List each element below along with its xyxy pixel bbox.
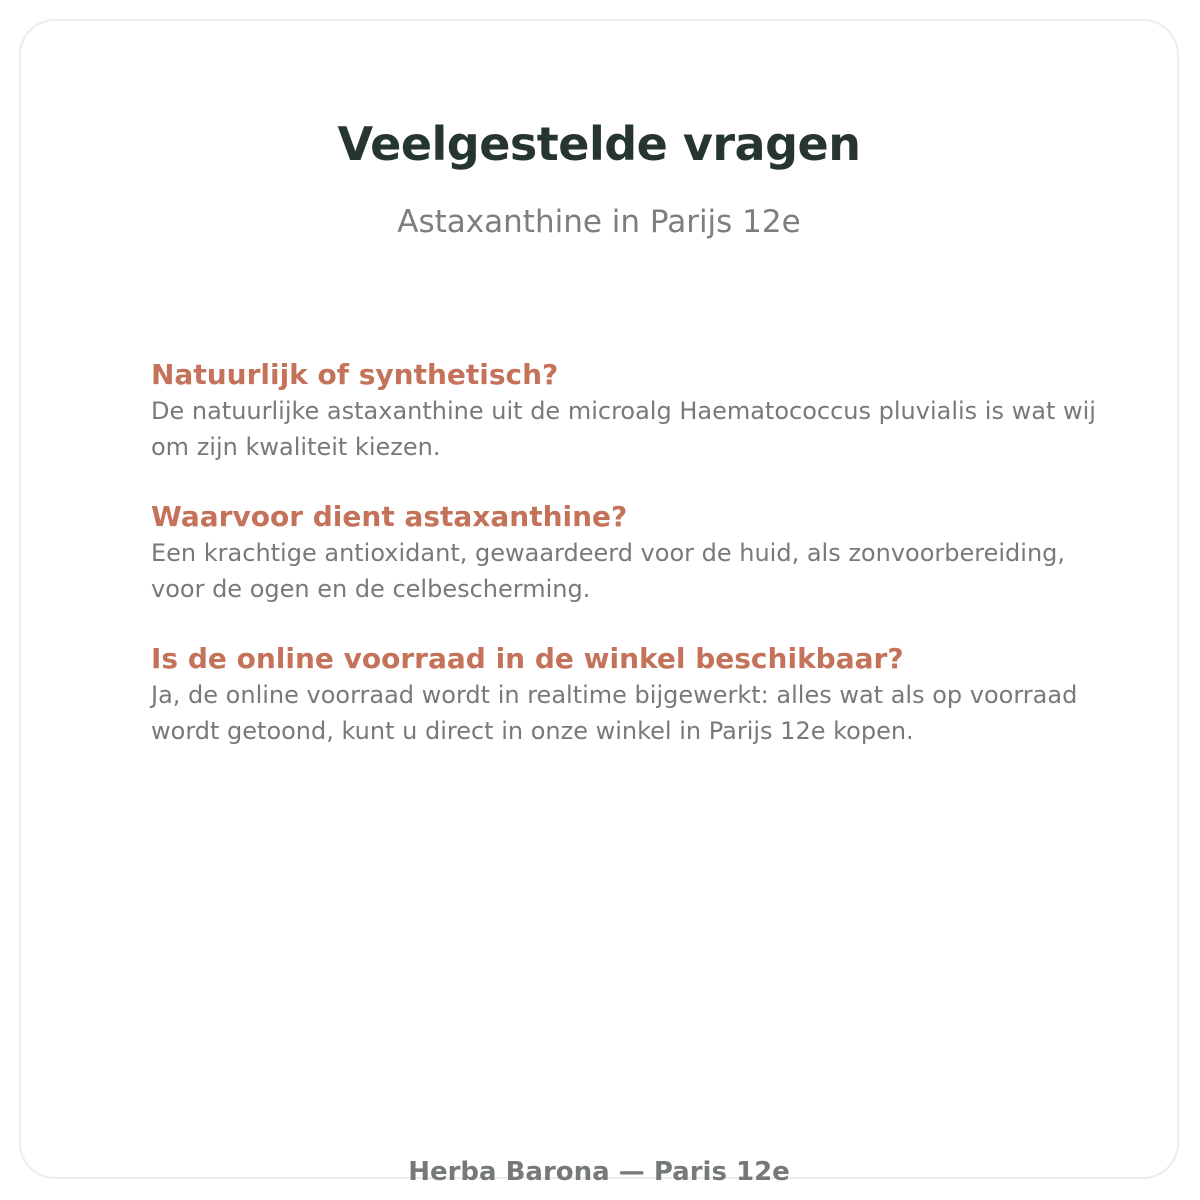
faq-item bbox=[151, 499, 1111, 607]
faq-list bbox=[151, 357, 1111, 783]
page-subtitle: Astaxanthine in Parijs 12e bbox=[397, 204, 801, 240]
faq-question: Waarvoor dient astaxanthine? bbox=[151, 500, 628, 533]
footer-brand: Herba Barona — Paris 12e bbox=[408, 1157, 790, 1187]
faq-question: Is de online voorraad in de winkel beschikbaar? bbox=[151, 642, 904, 675]
faq-question: Natuurlijk of synthetisch? bbox=[151, 358, 559, 391]
faq-answer: Ja, de online voorraad wordt in realtime bijgewerkt: alles wat als op voorraad wordt getoond, kunt u direct in onze winkel in Parijs 12e kopen. bbox=[151, 681, 1078, 745]
faq-answer: De natuurlijke astaxanthine uit de microalg Haematococcus pluvialis is wat wij om zijn kwaliteit kiezen. bbox=[151, 397, 1096, 461]
faq-answer: Een krachtige antioxidant, gewaardeerd voor de huid, als zonvoorbereiding, voor de ogen en de celbescherming. bbox=[151, 539, 1066, 603]
faq-item bbox=[151, 641, 1111, 749]
faq-item bbox=[151, 357, 1111, 465]
page-title: Veelgestelde vragen bbox=[337, 117, 861, 171]
faq-card bbox=[19, 19, 1179, 1187]
